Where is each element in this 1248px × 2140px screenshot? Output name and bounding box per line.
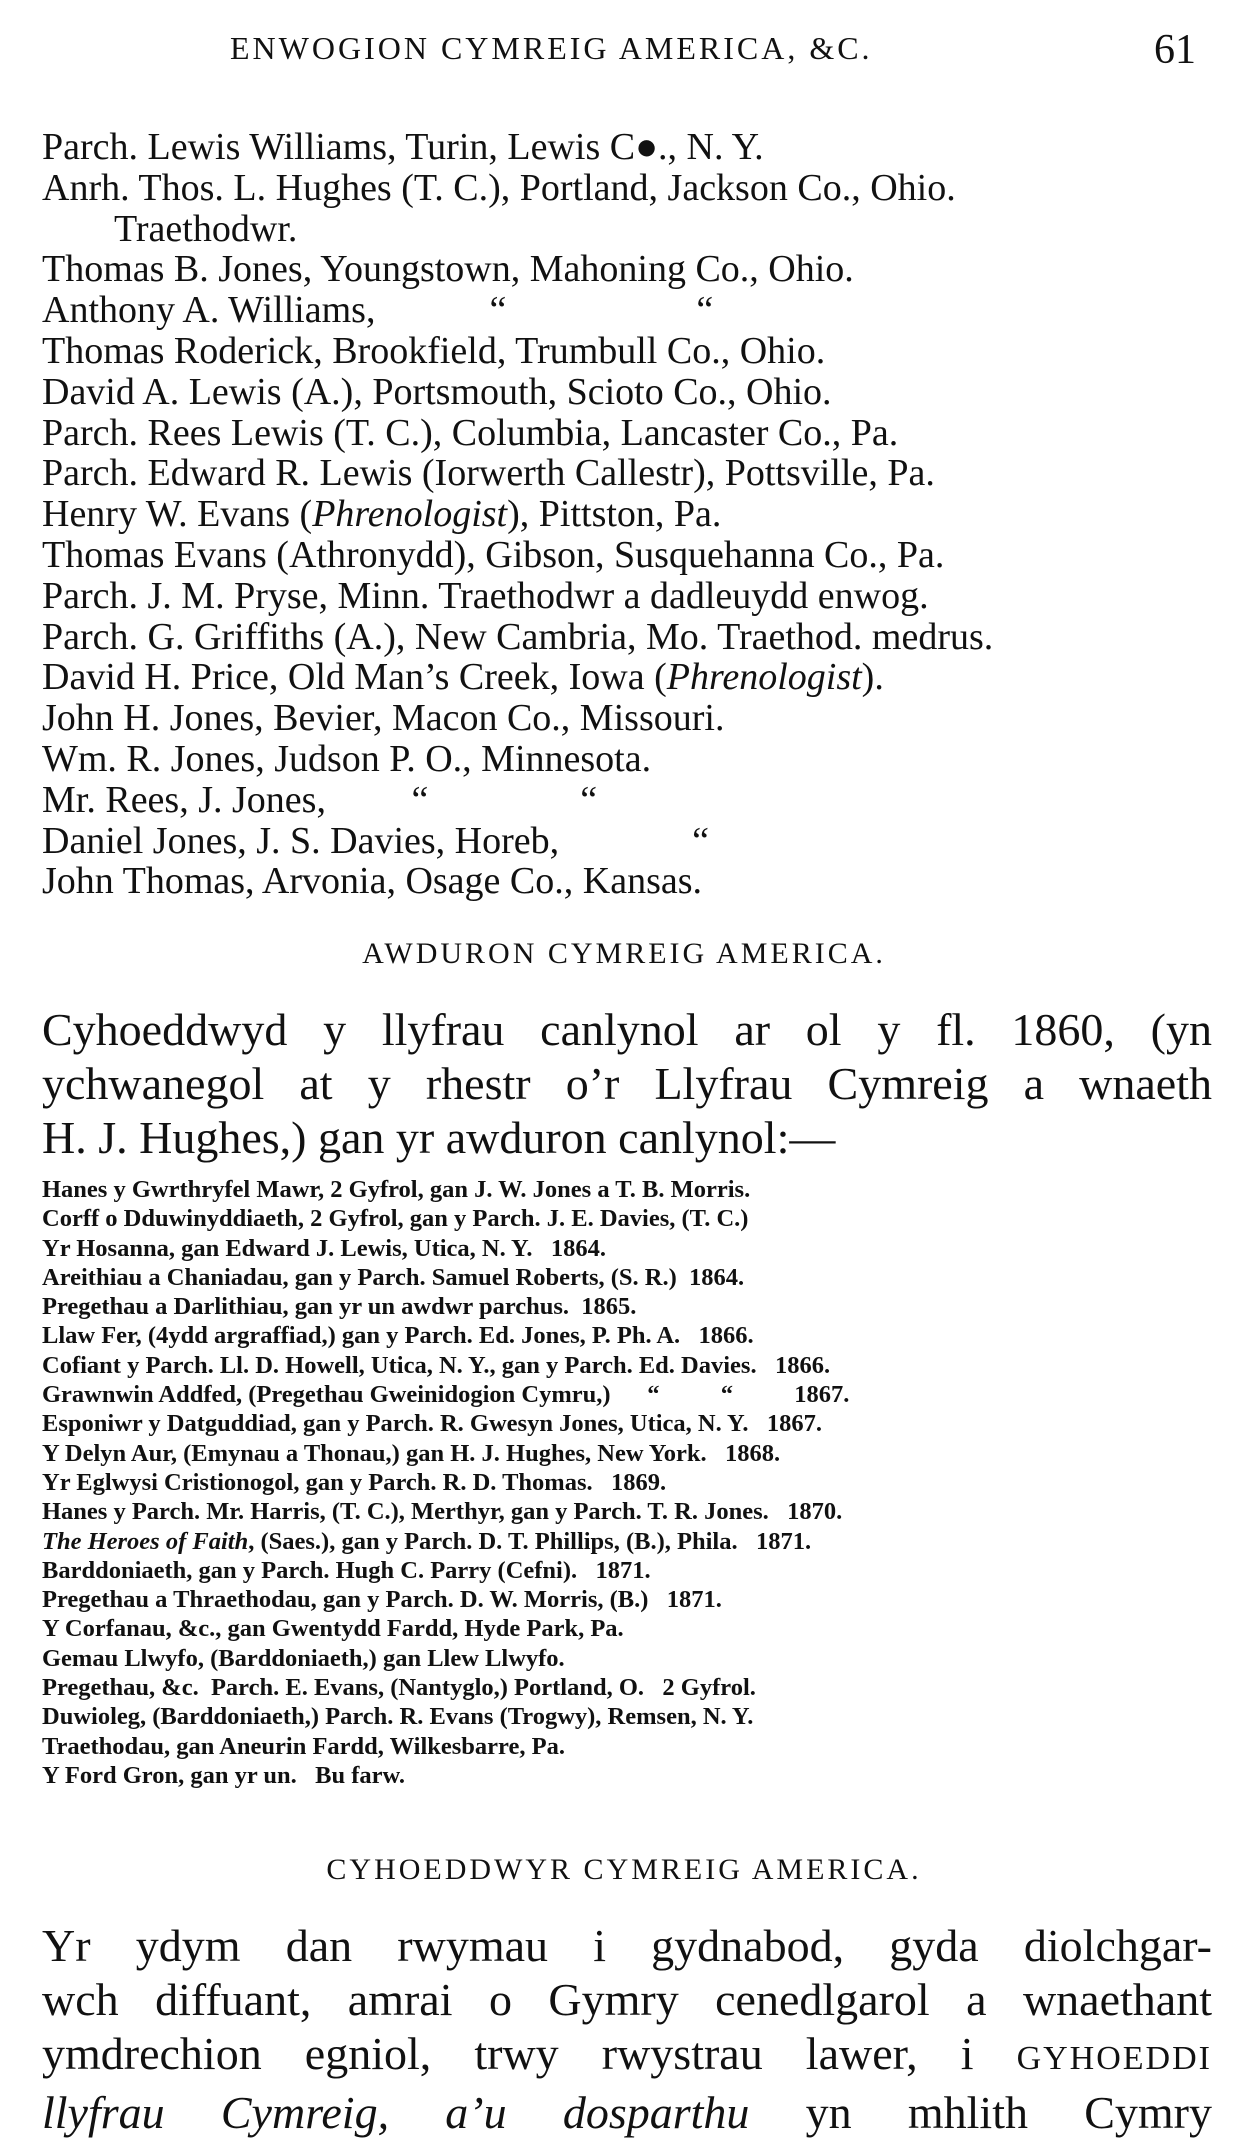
book-entry: Corff o Dduwinyddiaeth, 2 Gyfrol, gan y Parch. J. E. Davies, (T. C.) — [42, 1205, 749, 1233]
book-entry-text: , (Saes.), gan y Parch. D. T. Phillips, (B.), Phila. 1871. — [248, 1527, 812, 1555]
list-item: Daniel Jones, J. S. Davies, Horeb, “ — [42, 819, 710, 862]
list-item: David A. Lewis (A.), Portsmouth, Scioto Co., Ohio. — [42, 370, 832, 413]
book-entry: Pregethau a Darlithiau, gan yr un awdwr parchus. 1865. — [42, 1293, 637, 1321]
italic-text: Phrenologist — [666, 656, 862, 699]
paragraph-line: ychwanegol at y rhestr o’r Llyfrau Cymreig a wnaeth — [42, 1058, 1212, 1109]
notable-welsh-list — [42, 127, 1222, 902]
list-item: Thomas B. Jones, Youngstown, Mahoning Co., Ohio. — [42, 248, 854, 291]
list-item-text: Henry W. Evans ( — [42, 493, 313, 536]
paragraph-line — [42, 2086, 1212, 2140]
list-item-continuation: Traethodwr. — [114, 207, 298, 250]
book-entry: Yr Eglwysi Cristionogol, gan y Parch. R. D. Thomas. 1869. — [42, 1468, 667, 1496]
list-item — [42, 494, 1222, 535]
book-entry: Pregethau a Thraethodau, gan y Parch. D. W. Morris, (B.) 1871. — [42, 1586, 722, 1614]
list-item: John Thomas, Arvonia, Osage Co., Kansas. — [42, 860, 703, 903]
list-item: Parch. Edward R. Lewis (Iorwerth Callestr), Pottsville, Pa. — [42, 452, 935, 495]
paragraph-line: Cyhoeddwyd y llyfrau canlynol ar ol y fl. 1860, (yn — [42, 1004, 1212, 1055]
list-item: Thomas Roderick, Brookfield, Trumbull Co., Ohio. — [42, 329, 826, 372]
books-list — [42, 1175, 1222, 1790]
list-item: John H. Jones, Bevier, Macon Co., Missouri. — [42, 697, 725, 740]
book-entry: Y Delyn Aur, (Emynau a Thonau,) gan H. J. Hughes, New York. 1868. — [42, 1439, 781, 1467]
book-entry: Y Ford Gron, gan yr un. Bu farw. — [42, 1761, 406, 1789]
list-item-text: ). — [861, 656, 884, 699]
section-heading-authors: AWDURON CYMREIG AMERICA. — [362, 937, 886, 970]
book-entry: Gemau Llwyfo, (Barddoniaeth,) gan Llew Llwyfo. — [42, 1644, 565, 1672]
book-entry: Llaw Fer, (4ydd argraffiad,) gan y Parch. Ed. Jones, P. Ph. A. 1866. — [42, 1322, 754, 1350]
book-entry: Pregethau, &c. Parch. E. Evans, (Nantyglo,) Portland, O. 2 Gyfrol. — [42, 1674, 756, 1702]
list-item — [42, 657, 1222, 698]
book-entry: Y Corfanau, &c., gan Gwentydd Fardd, Hyde Park, Pa. — [42, 1615, 624, 1643]
list-item-text: David H. Price, Old Man’s Creek, Iowa ( — [42, 656, 667, 699]
list-item: Parch. Lewis Williams, Turin, Lewis C●., N. Y. — [42, 126, 764, 168]
list-item-text: ), Pittston, Pa. — [507, 493, 722, 536]
page-number: 61 — [1154, 27, 1196, 73]
book-entry: Barddoniaeth, gan y Parch. Hugh C. Parry (Cefni). 1871. — [42, 1556, 651, 1584]
list-item: Mr. Rees, J. Jones, “ “ — [42, 778, 598, 821]
paragraph-text: yn mhlith Cymry — [749, 2087, 1212, 2138]
book-entry: Traethodau, gan Aneurin Fardd, Wilkesbarre, Pa. — [42, 1732, 565, 1760]
book-entry: Duwioleg, (Barddoniaeth,) Parch. R. Evans (Trogwy), Remsen, N. Y. — [42, 1703, 754, 1731]
book-entry: Hanes y Gwrthryfel Mawr, 2 Gyfrol, gan J. W. Jones a T. B. Morris. — [42, 1176, 751, 1203]
paragraph-line: H. J. Hughes,) gan yr awduron canlynol:— — [42, 1112, 836, 1163]
authors-intro-paragraph — [42, 1003, 1212, 1165]
book-entry: Esponiwr y Datguddiad, gan y Parch. R. Gwesyn Jones, Utica, N. Y. 1867. — [42, 1410, 823, 1438]
book-entry: Areithiau a Chaniadau, gan y Parch. Samuel Roberts, (S. R.) 1864. — [42, 1263, 745, 1291]
paragraph-line: wch diffuant, amrai o Gymry cenedlgarol a wnaethant — [42, 1974, 1212, 2025]
italic-text: llyfrau Cymreig, a’u dosparthu — [42, 2087, 750, 2138]
italic-title: The Heroes of Faith — [42, 1527, 249, 1555]
list-item: Parch. Rees Lewis (T. C.), Columbia, Lancaster Co., Pa. — [42, 411, 899, 454]
list-item: Thomas Evans (Athronydd), Gibson, Susquehanna Co., Pa. — [42, 533, 945, 576]
small-caps-text: GYHOEDDI — [1016, 2040, 1212, 2077]
running-title: ENWOGION CYMREIG AMERICA, &C. — [230, 30, 873, 66]
list-item: Parch. J. M. Pryse, Minn. Traethodwr a dadleuydd enwog. — [42, 574, 929, 617]
book-entry: Grawnwin Addfed, (Pregethau Gweinidogion Cymru,) “ “ 1867. — [42, 1381, 850, 1409]
italic-text: Phrenologist — [312, 493, 508, 536]
section-heading-publishers: CYHOEDDWYR CYMREIG AMERICA. — [326, 1853, 922, 1886]
list-item: Anthony A. Williams, “ “ — [42, 289, 714, 332]
publishers-intro-paragraph — [42, 1919, 1212, 2140]
list-item: Anrh. Thos. L. Hughes (T. C.), Portland, Jackson Co., Ohio. — [42, 166, 956, 209]
book-entry: Hanes y Parch. Mr. Harris, (T. C.), Merthyr, gan y Parch. T. R. Jones. 1870. — [42, 1498, 843, 1526]
book-entry — [42, 1527, 1222, 1556]
paragraph-line — [42, 2027, 1212, 2086]
list-item: Wm. R. Jones, Judson P. O., Minnesota. — [42, 737, 652, 780]
book-entry: Cofiant y Parch. Ll. D. Howell, Utica, N. Y., gan y Parch. Ed. Davies. 1866. — [42, 1351, 831, 1379]
book-entry: Yr Hosanna, gan Edward J. Lewis, Utica, N. Y. 1864. — [42, 1234, 607, 1262]
paragraph-text: ymdrechion egniol, trwy rwystrau lawer, i — [42, 2028, 1017, 2079]
list-item: Parch. G. Griffiths (A.), New Cambria, Mo. Traethod. medrus. — [42, 615, 994, 658]
paragraph-line: Yr ydym dan rwymau i gydnabod, gyda diolchgar- — [42, 1920, 1212, 1971]
